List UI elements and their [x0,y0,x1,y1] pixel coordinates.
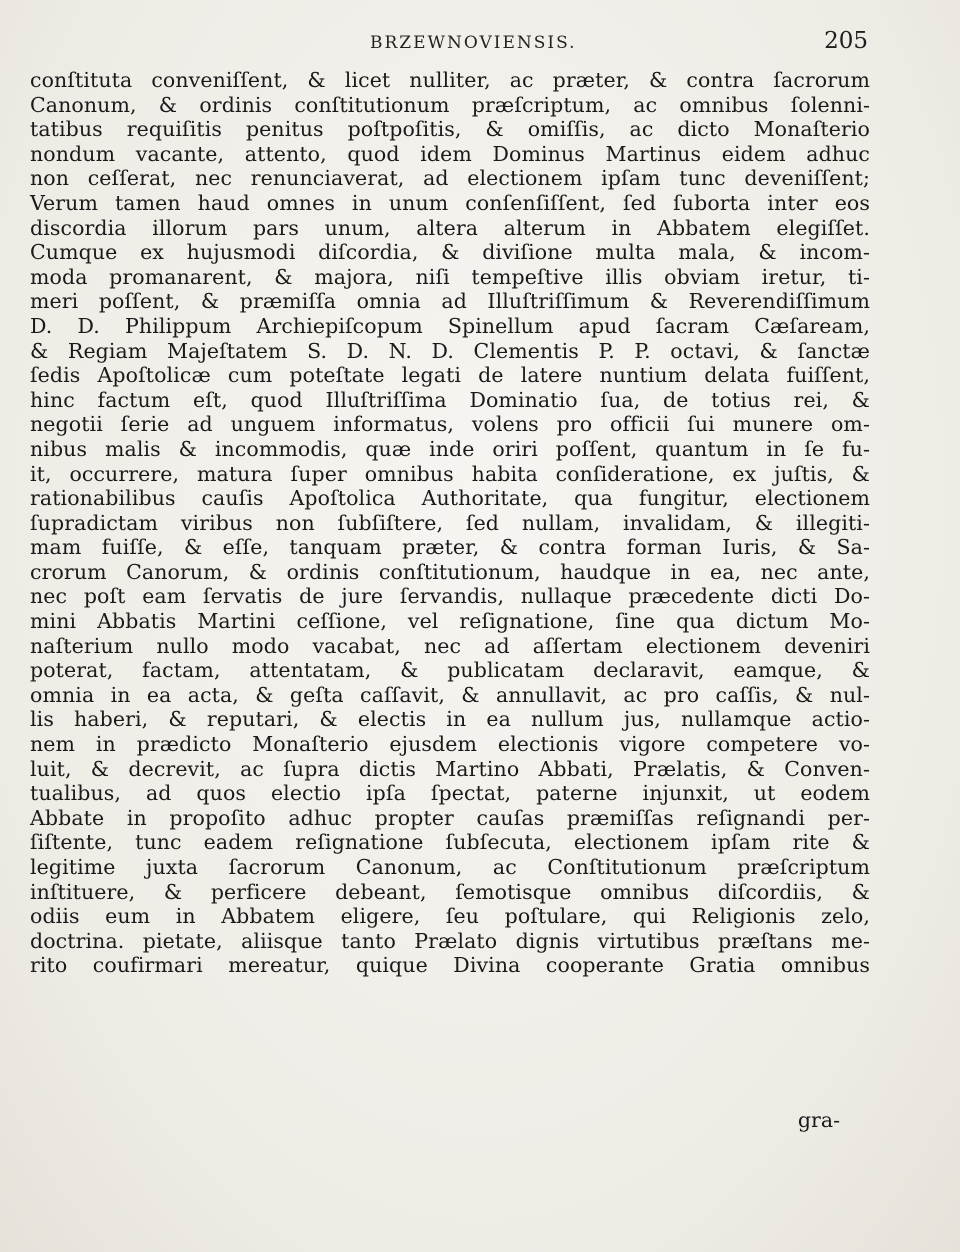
text-line: poterat, factam, attentatam, & publicatam declaravit, eamque, & [30,658,870,683]
text-line: nem in prædicto Monaſterio ejusdem electionis vigore competere vo- [30,732,870,757]
text-line: D. D. Philippum Archiepiſcopum Spinellum apud ſacram Cæſaream, [30,313,870,338]
text-line: Cumque ex hujusmodi diſcordia, & diviſione multa mala, & incom- [30,240,870,265]
text-line: meri poſſent, & præmiſſa omnia ad Illuſtriſſimum & Reverendiſſimum [30,289,870,314]
text-line: luit, & decrevit, ac ſupra dictis Martino Abbati, Prælatis, & Conven- [30,756,870,781]
text-line: rationabilibus cauſis Apoſtolica Authoritate, qua fungitur, electionem [30,486,870,511]
text-line: inſtituere, & perficere debeant, ſemotisque omnibus diſcordiis, & [30,879,870,904]
text-line: nondum vacante, attento, quod idem Dominus Martinus eidem adhuc [30,141,870,166]
text-line: Canonum, & ordinis conſtitutionum præſcriptum, ac omnibus ſolenni- [30,92,870,117]
text-line: nec poſt eam ſervatis de jure ſervandis, nullaque præcedente dicti Do- [30,584,870,609]
text-line: mini Abbatis Martini ceſſione, vel reſignatione, ſine qua dictum Mo- [30,609,870,634]
text-line: naſterium nullo modo vacabat, nec ad aſſertam electionem deveniri [30,633,870,658]
text-line: ſiſtente, tunc eadem reſignatione ſubſecuta, electionem ipſam rite & [30,830,870,855]
text-line: legitime juxta ſacrorum Canonum, ac Conſtitutionum præſcriptum [30,855,870,879]
text-line: discordia illorum pars unum, altera alterum in Abbatem elegiſſet. [30,215,870,240]
text-line: crorum Canorum, & ordinis conſtitutionum, haudque in ea, nec ante, [30,559,870,584]
text-line: lis haberi, & reputari, & electis in ea nullum jus, nullamque actio- [30,707,870,732]
text-line: ſedis Apoſtolicæ cum poteſtate legati de latere nuntium delata fuiſſent, [30,363,870,388]
text-line: Verum tamen haud omnes in unum conſenſiſſent, ſed ſuborta inter eos [30,190,870,215]
text-line: mam fuiſſe, & eſſe, tanquam præter, & contra forman Iuris, & Sa- [30,535,870,560]
text-line: moda promanarent, & majora, niſi tempeſtive illis obviam iretur, ti- [30,264,870,289]
text-line: rito coufirmari mereatur, quique Divina cooperante Gratia omnibus [30,953,870,978]
text-line: hinc factum eſt, quod Illuſtriſſima Dominatio ſua, de totius rei, & [30,387,870,412]
text-line: doctrina. pietate, aliisque tanto Prælato dignis virtutibus præſtans me- [30,928,870,953]
text-line: omnia in ea acta, & geſta caſſavit, & annullavit, ac pro caſſis, & nul- [30,682,870,707]
text-line: it, occurrere, matura ſuper omnibus habita conſideratione, ex juſtis, & [30,461,870,486]
text-line: tatibus requiſitis penitus poſtpoſitis, & omiſſis, ac dicto Monaſterio [30,117,870,142]
text-line: & Regiam Majeſtatem S. D. N. D. Clementis P. P. octavi, & ſanctæ [30,338,870,363]
text-line: negotii ſerie ad unguem informatus, volens pro officii ſui munere om- [30,412,870,437]
text-line: conſtituta conveniſſent, & licet nulliter, ac præter, & contra ſacrorum [30,68,870,92]
text-line: ſupradictam viribus non ſubſiſtere, ſed nullam, invalidam, & illegiti- [30,510,870,535]
body-text [30,68,870,978]
text-line: non ceſſerat, nec renunciaverat, ad electionem ipſam tunc deveniſſent; [30,166,870,191]
text-line: nibus malis & incommodis, quæ inde oriri poſſent, quantum in ſe fu- [30,436,870,461]
catchword: gra- [797,1108,840,1132]
text-line: Abbate in propoſito adhuc propter cauſas præmiſſas reſignandi per- [30,805,870,830]
running-head: BRZEWNOVIENSIS. [370,33,577,53]
text-line: odiis eum in Abbatem eligere, ſeu poſtulare, qui Religionis zelo, [30,904,870,929]
text-line: tualibus, ad quos electio ipſa ſpectat, paterne injunxit, ut eodem [30,781,870,806]
page-number: 205 [824,28,868,54]
